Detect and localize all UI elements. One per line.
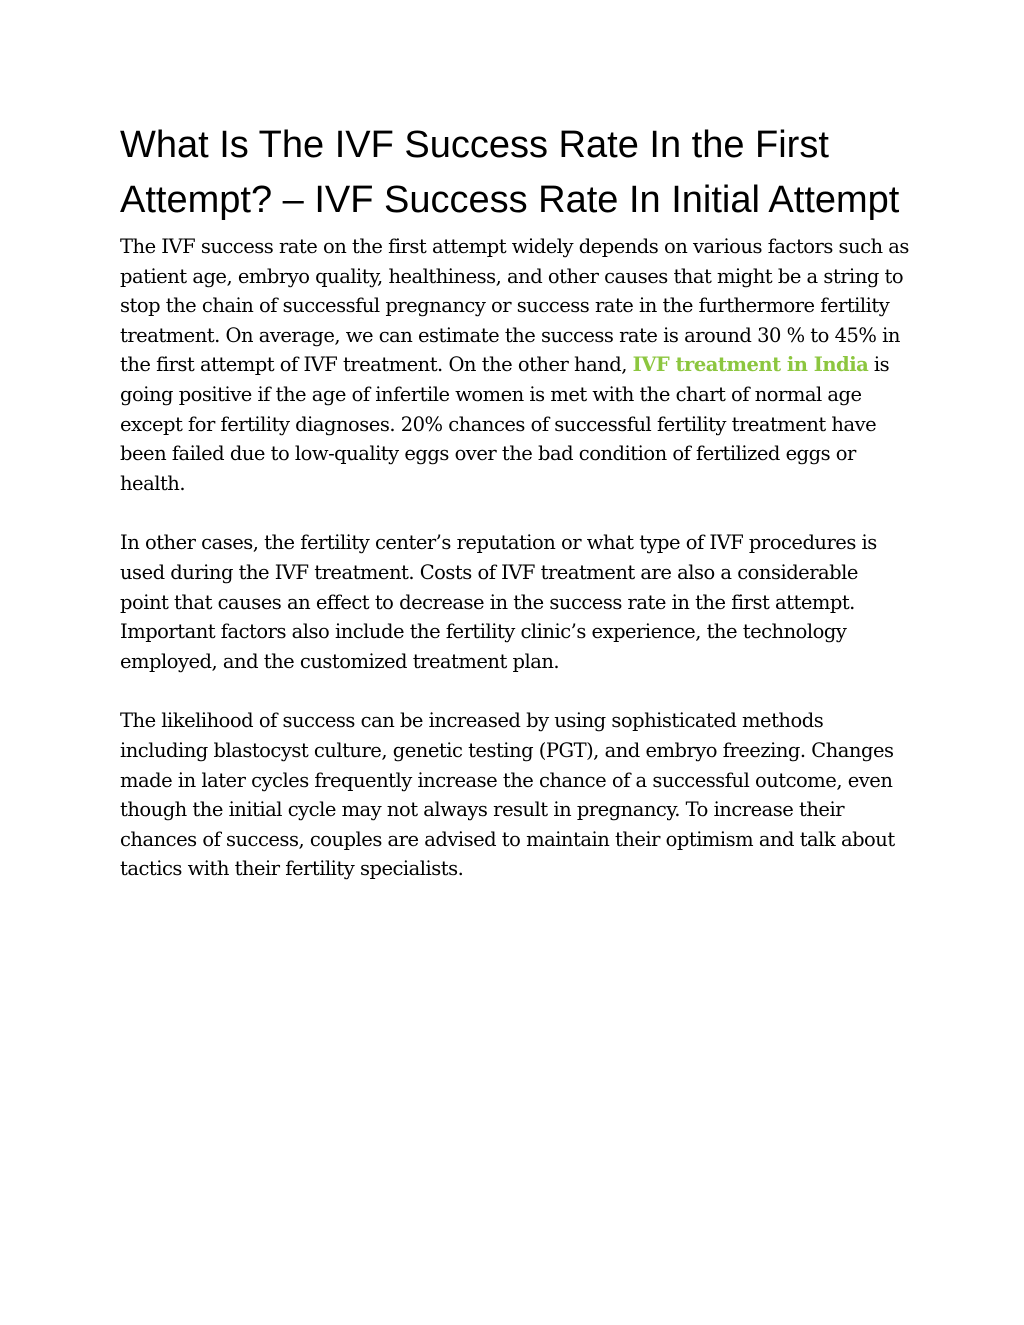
- paragraph-1-text-start: The IVF success rate on the first attempt widely depends on various factors such as patient age, embryo quality, healthiness, and other causes that might be a string to stop the chain of successful pregnancy or success rate in the furthermore fertility treatment. On average, we can estimate the success rate is around 30 % to 45% in the first attempt of IVF treatment. On the other hand,: [120, 235, 909, 377]
- page-title: What Is The IVF Success Rate In the First Attempt? – IVF Success Rate In Initial Attempt: [120, 124, 900, 221]
- ivf-treatment-india-link[interactable]: IVF treatment in India: [632, 353, 869, 377]
- paragraph-3: The likelihood of success can be increased by using sophisticated methods including blastocyst culture, genetic testing (PGT), and embryo freezing. Changes made in later cycles frequently increase the chance of a successful outcome, even though the initial cycle may not always result in pregnancy. To increase their chances of success, couples are advised to maintain their optimism and talk about tactics with their fertility specialists.: [120, 709, 895, 881]
- document-page: [120, 118, 910, 914]
- paragraph-2: In other cases, the fertility center’s reputation or what type of IVF procedures is used during the IVF treatment. Costs of IVF treatment are also a considerable point that causes an effect to decrease in the success rate in the first attempt. Important factors also include the fertility clinic’s experience, the technology employed, and the customized treatment plan.: [120, 531, 877, 673]
- paragraph-1: [120, 232, 910, 498]
- paragraph-1-text-end: is going positive if the age of infertile women is met with the chart of normal age except for fertility diagnoses. 20% chances of successful fertility treatment have been failed due to low-quality eggs over the bad condition of fertilized eggs or health.: [120, 353, 890, 495]
